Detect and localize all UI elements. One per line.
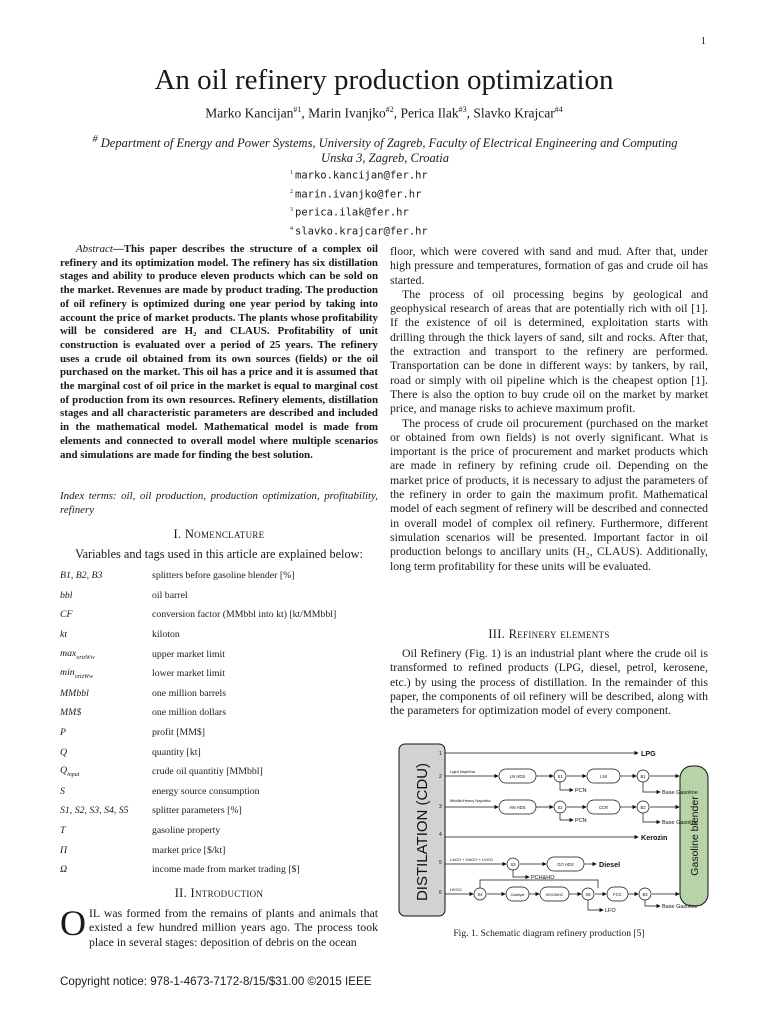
nomenclature-symbol: T xyxy=(60,825,66,837)
product-label: Diesel xyxy=(599,860,621,869)
nomenclature-definition: one million dollars xyxy=(152,707,227,719)
index-terms: Index terms: oil, oil production, production optimization, profitability, refinery xyxy=(60,490,378,516)
nomenclature-row xyxy=(60,742,380,762)
unit-label: B1 xyxy=(640,774,646,779)
abstract-text: This paper describes the structure of a complex oil refinery and its optimization model. The refinery has six distillation stages and ability to produce eleven products which can be sold on the market. Revenues are made by product trading. The production of oil refinery is optimized during one year period by taking into account the price of market products. The plants whose profitability will be considered are H₂ and CLAUS. Profitability of unit construction is evaluated over a period of 25 years. The refinery uses a crude oil obtained from its own sources (fields) or the oil purchased on the market. This oil has a price and it is assumed that the marginal cost of oil price in the market is equal to marginal cost of production from its own resources. Refinery elements, distillation stages and all characteristic parameters are described and included in the mathematical model. Mathematical model is made from elements and connected to overall model where multiple scenarios and simulations are made for finding the best solution. xyxy=(60,243,378,461)
nomenclature-row xyxy=(60,566,380,586)
nomenclature-row xyxy=(60,723,380,743)
affiliation-line-2: Unska 3, Zagreb, Croatia xyxy=(321,151,449,166)
email-mark: 4 xyxy=(290,225,293,232)
unit-label: FCC xyxy=(613,892,622,897)
nomenclature-symbol: S1, S2, S3, S4, S5 xyxy=(60,805,129,817)
unit-label: S5 xyxy=(585,892,591,897)
refinery-schematic-diagram xyxy=(398,740,710,920)
nomenclature-heading xyxy=(60,527,378,542)
nomenclature-definition: quantity [kt] xyxy=(152,746,201,758)
unit-label: S4 xyxy=(477,892,483,897)
stream-label: HVGO xyxy=(450,887,462,892)
product-label: PCN xyxy=(575,818,587,824)
unit-label: S1 xyxy=(557,774,563,779)
nomenclature-symbol: MMbbl xyxy=(60,687,89,699)
cdu-label: DISTILATION (CDU) xyxy=(414,762,431,902)
section-number: I. xyxy=(173,527,182,541)
nomenclature-symbol: B1, B2, B3 xyxy=(60,570,103,582)
unit-label: B3 xyxy=(642,892,648,897)
nomenclature-symbol: Ω xyxy=(60,864,68,876)
email-address[interactable]: marin.ivanjko@fer.hr xyxy=(295,188,422,200)
author-name: Perica Ilak xyxy=(400,105,459,121)
affiliation-line-1: Department of Energy and Power Systems, University of Zagreb, Faculty of Electrical Engineering and Computing xyxy=(100,136,678,151)
product-label: PCN xyxy=(575,788,587,794)
product-label: Kerozin xyxy=(641,833,668,842)
nomenclature-definition: energy source consumption xyxy=(152,785,260,797)
stage-number: 3 xyxy=(439,804,442,810)
author-mark: #2 xyxy=(385,105,394,114)
affiliation xyxy=(60,132,710,166)
nomenclature-row xyxy=(60,625,380,645)
author-name: Slavko Krajcar xyxy=(473,105,555,121)
stage-number: 4 xyxy=(439,832,442,838)
nomenclature-symbol: $Q_{input}$ xyxy=(60,765,80,779)
nomenclature-symbol: $\max_{ortzWw}$ xyxy=(60,647,95,661)
paragraph: The process of oil processing begins by geological and geophysical research of areas that are potentially rich with oil [1]. If the existence of oil is determined, exploitation starts with drilling through the thick layers of sand, silt and rocks. After that, the extraction and transport to the refinery are performed. Transportation can be done in different ways: by tankers, by rail, road or simply with oil pipeline which is the cheapest option [1]. There is also the option to buy crude oil on the market by market price, and manage risks to achieve maximum profit. xyxy=(390,286,708,416)
unit-label: CCR xyxy=(598,805,609,810)
product-label: LFO xyxy=(605,908,616,914)
nomenclature-symbol: P xyxy=(60,727,66,739)
introduction-text: IL was formed from the remains of plants and animals that existed a few hundred million years ago. The process took place in several stages: deposition of debris on the ocean xyxy=(89,906,378,949)
nomenclature-row xyxy=(60,801,380,821)
nomenclature-symbol: MM$ xyxy=(60,707,82,719)
product-label: Base Gasoline xyxy=(662,904,698,910)
paragraph: Oil Refinery (Fig. 1) is an industrial plant where the crude oil is transformed to refined products (LPG, diesel, petrol, kerosene, etc.) by using the process of distillation. In the remainder of this paper, the components of oil refinery will be described, along with the parameters for optimization model of every component. xyxy=(390,646,708,718)
nomenclature-definition: market price [$/kt] xyxy=(152,844,226,856)
stage-number: 2 xyxy=(439,774,442,780)
nomenclature-definition: oil barrel xyxy=(152,589,188,601)
unit-label: S3 xyxy=(510,862,516,867)
unit-label: Catalyst xyxy=(510,893,525,897)
nomenclature-definition: upper market limit xyxy=(152,648,225,660)
section-title: Introduction xyxy=(190,886,264,900)
stage-number: 5 xyxy=(439,860,442,866)
stream-label: Light Naphtha xyxy=(450,769,475,774)
unit-label: GO HDS xyxy=(557,862,574,867)
figure-caption: Fig. 1. Schematic diagram refinery production [5] xyxy=(453,928,645,939)
product-label: PCH&HO xyxy=(531,875,555,881)
paragraph: The process of crude oil procurement (purchased on the market or obtained from own fields) is not overly significant. What is important is the price of procurement and market products which are made in refinery by refining crude oil. Depending on the market price of products, it is necessary to adjust the parameters of the refinery in order to gain the maximum profit. Mathematical model of each segment of refinery will be described and connected in overall model of complex oil refinery. Furthermore, different simulation scenarios will be presented. Important factor in oil production belongs to ancillary units (H₂, CLAUS). Additionally, long term profitability for these units will be evaluated. xyxy=(390,415,708,573)
nomenclature-row xyxy=(60,605,380,625)
nomenclature-row xyxy=(60,684,380,704)
nomenclature-definition: splitters before gasoline blender [%] xyxy=(152,570,295,582)
section-title: Nomenclature xyxy=(184,527,265,541)
unit-label: LNI xyxy=(600,774,607,779)
nomenclature-row xyxy=(60,762,380,782)
email-mark: 1 xyxy=(290,170,293,176)
product-label: Base Gasoline xyxy=(662,820,698,826)
affiliation-mark: # xyxy=(92,134,98,145)
page-number: 1 xyxy=(700,35,706,47)
nomenclature-row xyxy=(60,586,380,606)
email-address[interactable]: marko.kancijan@fer.hr xyxy=(295,169,428,182)
section-title: Refinery elements xyxy=(508,627,610,641)
unit-label: LN HDS xyxy=(509,774,526,779)
email-address[interactable]: perica.ilak@fer.hr xyxy=(295,206,409,219)
unit-label: S2 xyxy=(557,805,563,810)
refinery-elements-paragraph xyxy=(390,646,708,717)
email-list xyxy=(290,165,428,239)
author-list: Marko Kancijan$^{\#1}$, Marin Ivanjko$^{\#2}$, Perica Ilak$^{\#3}$, Slavko Krajcar$^{\#4}$ xyxy=(205,105,563,121)
nomenclature-definition: one million barrels xyxy=(152,687,227,699)
introduction-heading xyxy=(60,886,378,901)
nomenclature-definition: kiloton xyxy=(152,629,180,641)
abstract-label: Abstract xyxy=(76,243,113,255)
unit-label: B2 xyxy=(640,805,646,810)
nomenclature-row xyxy=(60,644,380,664)
stream-label: LAGO + HAGO + LVGO xyxy=(450,857,493,862)
nomenclature-definition: gasoline property xyxy=(152,825,221,837)
email-address[interactable]: slavko.krajcar@fer.hr xyxy=(295,225,428,237)
author-name: Marko Kancijan xyxy=(205,105,294,121)
nomenclature-definition: profit [MM$] xyxy=(152,727,206,739)
nomenclature-row xyxy=(60,782,380,802)
nomenclature-definition: crude oil quantitiy [MMbbl] xyxy=(152,766,263,778)
nomenclature-definition: income made from market trading [$] xyxy=(152,864,300,876)
nomenclature-intro: Variables and tags used in this article are explained below: xyxy=(75,547,363,561)
nomenclature-symbol: CF xyxy=(60,609,73,621)
refinery-elements-heading xyxy=(390,627,708,642)
nomenclature-row xyxy=(60,703,380,723)
abstract: Abstract—This paper describes the structure of a complex oil refinery and its optimization model. The refinery has six distillation stages and ability to produce eleven products which can be sold on the market. Revenues are made by product trading. The production of oil refinery is optimized during one year period by taking into account the price of market products. The plants whose profitability will be considered are H₂ and CLAUS. Profitability of unit construction is evaluated over a period of 25 years. The refinery uses a crude oil obtained from its own sources (fields) or the oil purchased on the market. This oil has a price and it is assumed that the marginal cost of oil price in the market is equal to marginal cost of production from its own resources. Refinery elements, distillation stages and all characteristic parameters are described and included in the mathematical model. Mathematical model is made from elements and connected to overall model where multiple scenarios and simulations are made for finding the best solution. xyxy=(60,243,378,461)
stage-number: 6 xyxy=(439,890,442,896)
nomenclature-row xyxy=(60,840,380,860)
email-mark: 2 xyxy=(290,188,293,195)
author-mark: #3 xyxy=(458,105,467,114)
section-number: III. xyxy=(488,627,506,641)
paper-title: An oil refinery production optimization xyxy=(154,64,614,96)
author-mark: #1 xyxy=(293,105,302,114)
nomenclature-symbol: Q xyxy=(60,746,68,758)
unit-label: HDS/MHC xyxy=(545,893,564,897)
nomenclature-symbol: $\min_{ortzWw}$ xyxy=(60,667,94,681)
nomenclature-symbol: kt xyxy=(60,629,68,641)
copyright-notice: Copyright notice: 978-1-4673-7172-8/15/$31.00 ©2015 IEEE xyxy=(60,975,372,988)
nomenclature-row xyxy=(60,860,380,880)
product-label: Base Gasoline xyxy=(662,790,698,796)
nomenclature-row xyxy=(60,821,380,841)
unit-label: HN HDS xyxy=(509,805,526,810)
nomenclature-table xyxy=(60,566,380,880)
nomenclature-symbol: Π xyxy=(60,844,68,856)
paragraph: floor, which were covered with sand and mud. After that, under high pressure and temperatures, formation of gas and crude oil has started. xyxy=(390,244,708,287)
nomenclature-symbol: bbl xyxy=(60,589,73,601)
drop-cap: O xyxy=(60,903,86,943)
nomenclature-definition: splitter parameters [%] xyxy=(152,805,242,817)
nomenclature-definition: lower market limit xyxy=(152,668,225,680)
section-number: II. xyxy=(174,886,188,900)
nomenclature-symbol: S xyxy=(60,785,65,797)
author-name: Marin Ivanjko xyxy=(308,105,386,121)
nomenclature-definition: conversion factor (MMbbl into kt) [kt/MMbbl] xyxy=(152,609,337,621)
nomenclature-row xyxy=(60,664,380,684)
stage-number: 1 xyxy=(439,751,442,757)
email-mark: 3 xyxy=(290,207,293,213)
introduction-paragraph xyxy=(60,903,378,949)
product-label: LPG xyxy=(641,749,656,758)
right-column-text xyxy=(390,244,708,573)
author-mark: #4 xyxy=(554,105,563,114)
stream-label: Middle/Heavy Naphtha xyxy=(450,798,491,803)
blender-label: Gasoline blender xyxy=(689,796,701,876)
